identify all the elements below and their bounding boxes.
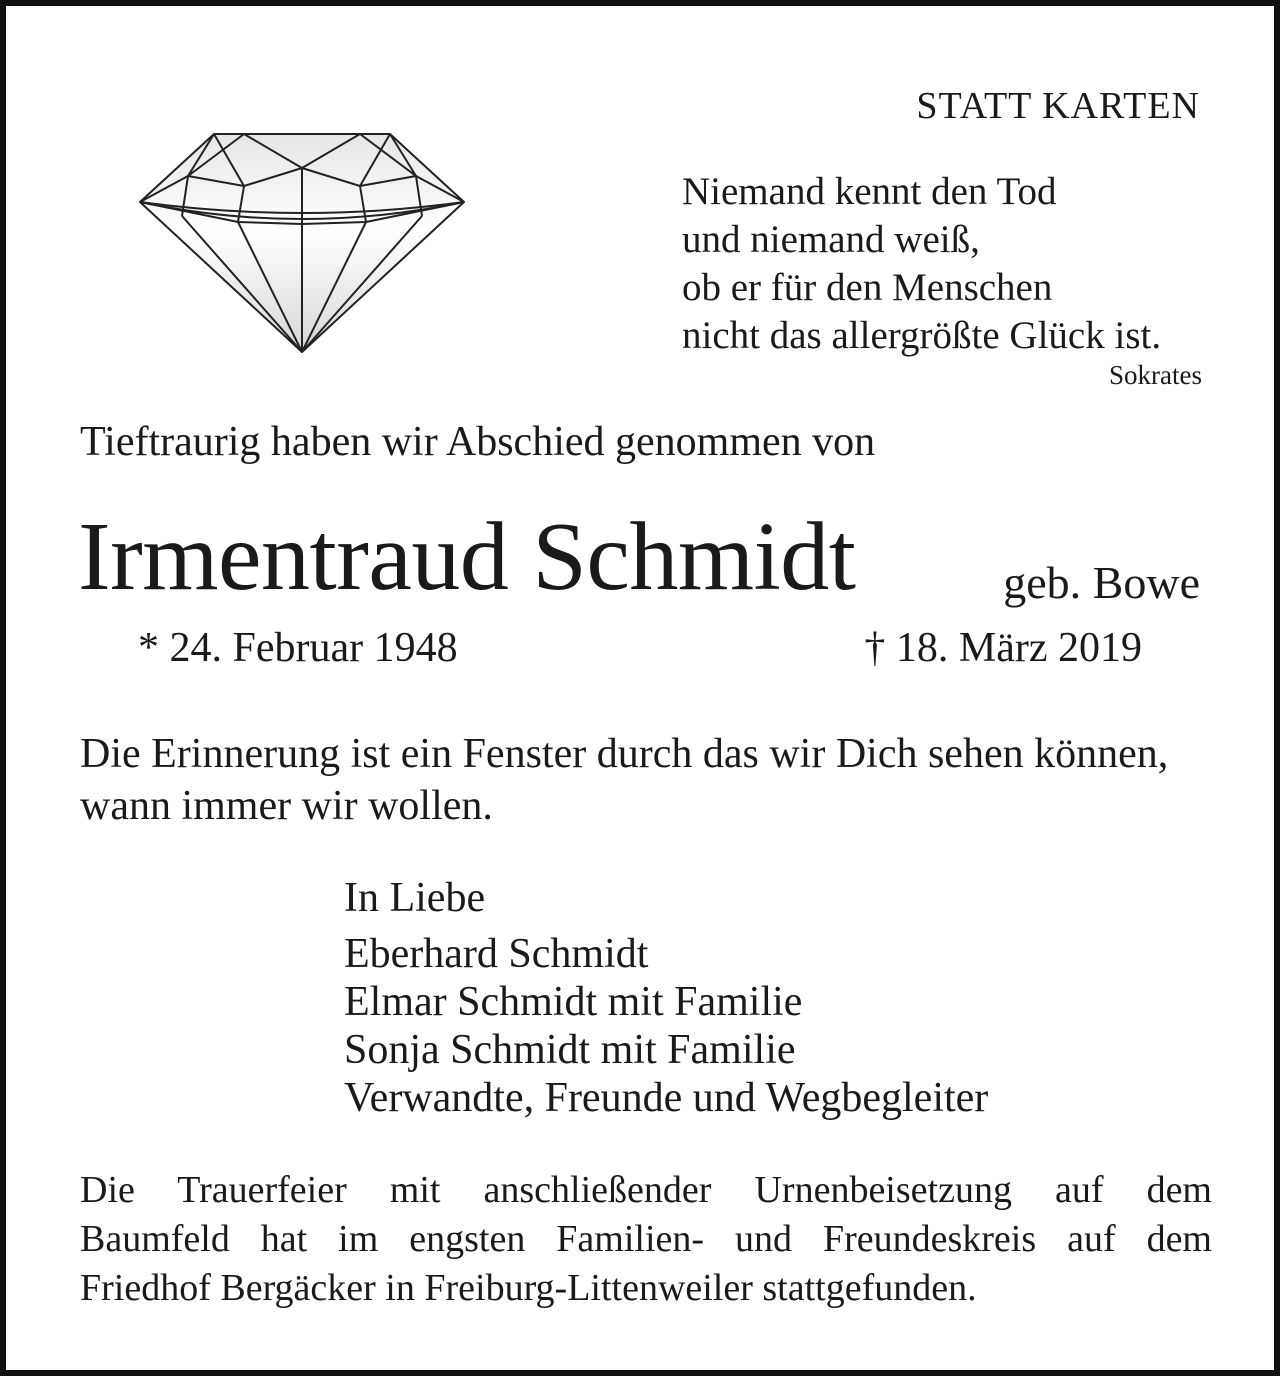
deceased-name: Irmentraud Schmidt bbox=[78, 503, 856, 611]
intro-text: Tieftraurig haben wir Abschied genommen von bbox=[80, 419, 876, 465]
birth-date: * 24. Februar 1948 bbox=[138, 625, 458, 671]
quote-line: nicht das allergrößte Glück ist. bbox=[682, 314, 1162, 357]
statt-karten-label: STATT KARTEN bbox=[916, 85, 1200, 127]
mourner-name: Elmar Schmidt mit Familie bbox=[344, 979, 803, 1025]
funeral-line: Friedhof Bergäcker in Freiburg-Littenweiler stattgefunden. bbox=[80, 1267, 977, 1309]
mourner-name: Sonja Schmidt mit Familie bbox=[344, 1027, 796, 1073]
quote-author: Sokrates bbox=[1109, 360, 1202, 390]
funeral-line: Die Trauerfeier mit anschließender Urnenbeisetzung auf dem bbox=[80, 1169, 1212, 1211]
sokrates-quote bbox=[682, 168, 1161, 360]
funeral-line: Baumfeld hat im engsten Familien- und Freundeskreis auf dem bbox=[80, 1218, 1212, 1260]
death-date: † 18. März 2019 bbox=[864, 625, 1142, 671]
maiden-name: geb. Bowe bbox=[1003, 557, 1200, 608]
mourners-list bbox=[344, 874, 988, 1122]
diamond-icon bbox=[134, 124, 470, 356]
memory-text: Die Erinnerung ist ein Fenster durch das wir Dich sehen können, wann immer wir wollen. bbox=[80, 731, 1169, 829]
quote-line: ob er für den Menschen bbox=[682, 266, 1053, 309]
funeral-info bbox=[80, 1166, 1212, 1313]
quote-line: und niemand weiß, bbox=[682, 218, 980, 261]
quote-line: Niemand kennt den Tod bbox=[682, 170, 1057, 213]
salutation: In Liebe bbox=[344, 875, 486, 921]
mourner-name: Eberhard Schmidt bbox=[344, 931, 649, 977]
mourner-name: Verwandte, Freunde und Wegbegleiter bbox=[344, 1075, 989, 1121]
